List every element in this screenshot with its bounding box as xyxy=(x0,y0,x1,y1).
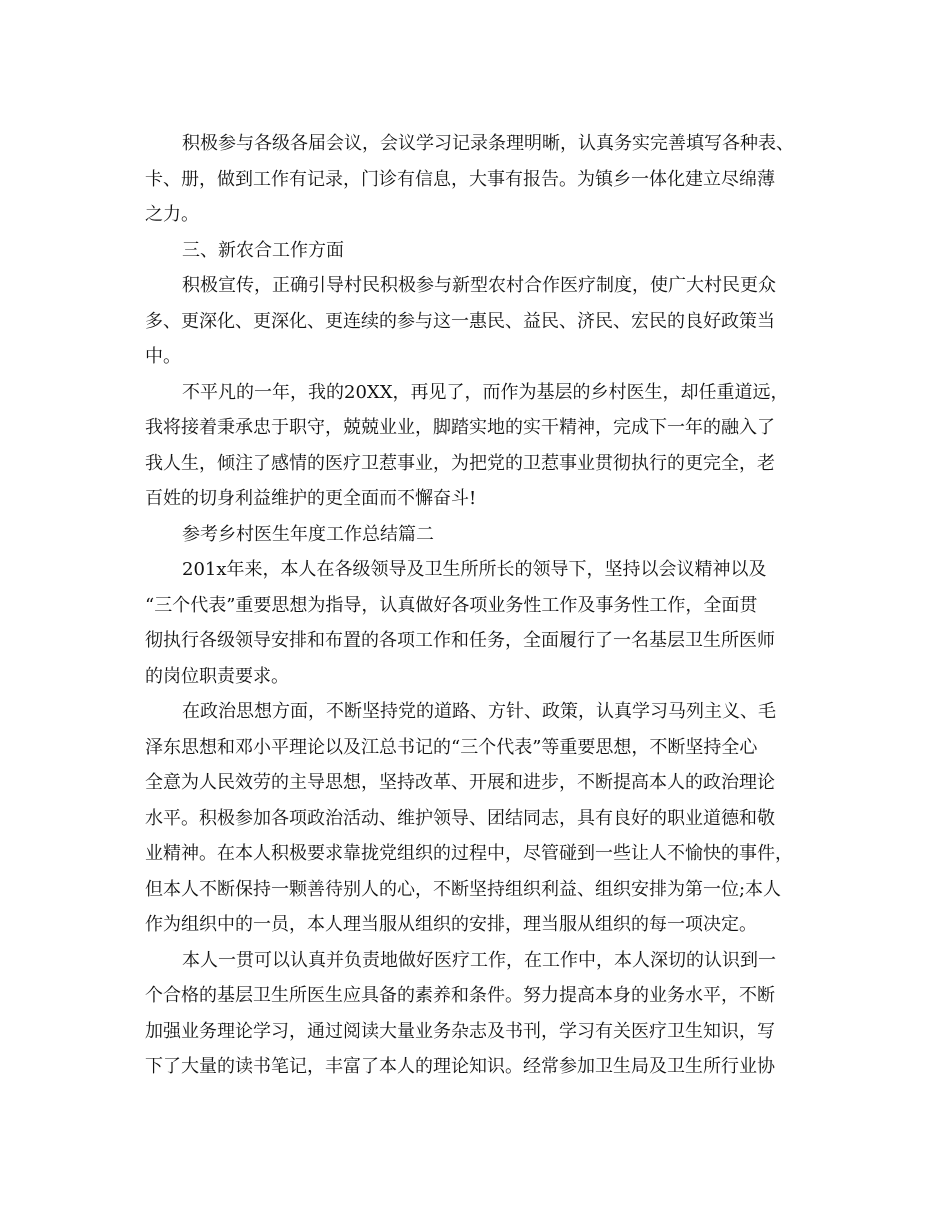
paragraph-line: 多、更深化、更深化、更连续的参与这一惠民、益民、济民、宏民的良好政策当 xyxy=(145,311,775,332)
paragraph-line: 201x年来，本人在各级领导及卫生所所长的领导下，坚持以会议精神以及 xyxy=(182,559,767,580)
paragraph-line: 彻执行各级领导安排和布置的各项工作和任务，全面履行了一名基层卫生所医师 xyxy=(145,630,775,651)
section-heading: 三、新农合工作方面 xyxy=(182,240,344,261)
paragraph-line: 水平。积极参加各项政治活动、维护领导、团结同志，具有良好的职业道德和敬 xyxy=(145,808,775,829)
paragraph-line: 之力。 xyxy=(145,204,199,225)
paragraph-line: 百姓的切身利益维护的更全面而不懈奋斗! xyxy=(145,488,477,509)
paragraph-line: 卡、册，做到工作有记录，门诊有信息，大事有报告。为镇乡一体化建立尽绵薄 xyxy=(145,169,775,190)
paragraph-line: 全意为人民效劳的主导思想，坚持改革、开展和进步，不断提高本人的政治理论 xyxy=(145,772,775,793)
paragraph-line: 积极参与各级各届会议，会议学习记录条理明晰，认真务实完善填写各种表、 xyxy=(182,133,794,154)
paragraph-line: 泽东思想和邓小平理论以及江总书记的“三个代表”等重要思想，不断坚持全心 xyxy=(145,737,758,758)
paragraph-line: 在政治思想方面，不断坚持党的道路、方针、政策，认真学习马列主义、毛 xyxy=(182,701,776,722)
paragraph-line: 的岗位职责要求。 xyxy=(145,666,289,687)
paragraph-line: “三个代表”重要思想为指导，认真做好各项业务性工作及事务性工作，全面贯 xyxy=(145,595,758,616)
paragraph-line: 中。 xyxy=(145,346,181,367)
paragraph-line: 个合格的基层卫生所医生应具备的素养和条件。努力提高本身的业务水平，不断 xyxy=(145,985,775,1006)
paragraph-line: 但本人不断保持一颗善待别人的心，不断坚持组织利益、组织安排为第一位;本人 xyxy=(145,879,782,900)
paragraph-line: 本人一贯可以认真并负责地做好医疗工作，在工作中，本人深切的认识到一 xyxy=(182,950,776,971)
paragraph-line: 积极宣传，正确引导村民积极参与新型农村合作医疗制度，使广大村民更众 xyxy=(182,275,776,296)
paragraph-line: 业精神。在本人积极要求靠拢党组织的过程中，尽管碰到一些让人不愉快的事件， xyxy=(145,843,793,864)
paragraph-line: 下了大量的读书笔记，丰富了本人的理论知识。经常参加卫生局及卫生所行业协 xyxy=(145,1056,775,1077)
section-heading: 参考乡村医生年度工作总结篇二 xyxy=(182,524,434,545)
paragraph-line: 作为组织中的一员，本人理当服从组织的安排，理当服从组织的每一项决定。 xyxy=(145,914,757,935)
paragraph-line: 不平凡的一年，我的20XX，再见了，而作为基层的乡村医生，却任重道远， xyxy=(182,382,789,403)
paragraph-line: 我将接着秉承忠于职守，兢兢业业，脚踏实地的实干精神，完成下一年的融入了 xyxy=(145,417,775,438)
paragraph-line: 加强业务理论学习，通过阅读大量业务杂志及书刊，学习有关医疗卫生知识，写 xyxy=(145,1021,775,1042)
paragraph-line: 我人生，倾注了感情的医疗卫惹事业，为把党的卫惹事业贯彻执行的更完全，老 xyxy=(145,453,775,474)
